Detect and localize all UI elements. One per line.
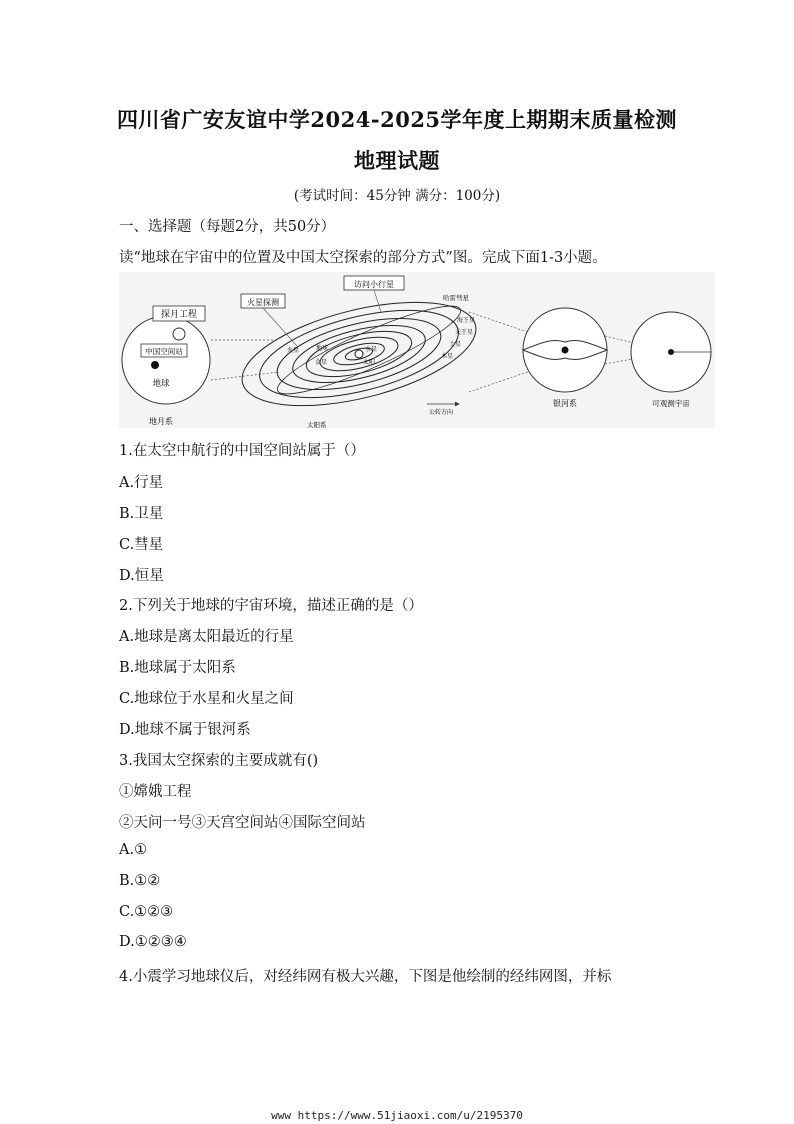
earth-dot — [151, 361, 159, 369]
question-3-option-b: B.①② — [119, 873, 161, 889]
jupiter-label: 木星 — [441, 353, 454, 360]
universe-galaxy-dot — [668, 349, 674, 355]
mars-probe-label: 火星探测 — [247, 298, 279, 307]
galaxy-sun-dot — [562, 347, 569, 354]
question-2-stem: 2.下列关于地球的宇宙环境，描述正确的是（） — [119, 598, 423, 614]
question-1-option-a: A.行星 — [119, 475, 164, 491]
question-3-option-c: C.①②③ — [119, 904, 174, 920]
observable-universe-label: 可观测宇宙 — [652, 399, 690, 408]
earth-label: 地球 — [152, 379, 170, 389]
question-3-stem: 3.我国太空探索的主要成就有() — [119, 753, 319, 769]
question-1-stem: 1.在太空中航行的中国空间站属于（） — [119, 443, 365, 459]
question-1-option-c: C.彗星 — [119, 537, 164, 553]
earth-moon-system-circle — [122, 316, 210, 404]
question-2-option-d: D.地球不属于银河系 — [119, 722, 251, 738]
question-1-option-b: B.卫星 — [119, 506, 164, 522]
earth-moon-system-label: 地月系 — [149, 417, 173, 426]
halley-comet-label: 哈雷彗星 — [443, 294, 469, 302]
question-3-item-2: ②天问一号③天宫空间站④国际空间站 — [119, 815, 366, 831]
galaxy-label: 银河系 — [553, 399, 577, 408]
sun-icon — [355, 350, 363, 358]
venus-label: 金星 — [315, 359, 328, 366]
question-2-option-b: B.地球属于太阳系 — [119, 660, 236, 676]
mars-label: 火星 — [287, 347, 300, 354]
footer-url[interactable]: www https://www.51jiaoxi.com/u/2195370 — [271, 1109, 523, 1122]
figure-intro: 读“地球在宇宙中的位置及中国太空探索的部分方式”图。完成下面1-3小题。 — [119, 250, 607, 266]
question-2-option-a: A.地球是离太阳最近的行星 — [119, 629, 294, 645]
sun-label: 太阳 — [363, 359, 376, 366]
question-3-item-1: ①嫦娥工程 — [119, 784, 192, 800]
subject-title: 地理试题 — [354, 148, 440, 173]
question-1-option-d: D.恒星 — [119, 568, 164, 584]
exam-title: 四川省广安友谊中学2024-2025学年度上期期末质量检测 — [116, 107, 678, 132]
neptune-label: 海王星 — [457, 317, 476, 324]
orbit-direction-label: 公转方向 — [429, 409, 454, 416]
saturn-label: 土星 — [449, 341, 462, 348]
exam-info: (考试时间：45分钟 满分：100分) — [293, 188, 501, 204]
moon-dot — [173, 328, 185, 340]
solar-system-label: 太阳系 — [307, 421, 327, 428]
asteroid-visit-label: 访问小行星 — [354, 280, 394, 289]
space-station-label: 中国空间站 — [145, 347, 183, 356]
moon-project-label: 探月工程 — [160, 310, 198, 320]
question-3-option-d: D.①②③④ — [119, 934, 187, 950]
question-2-option-c: C.地球位于水星和火星之间 — [119, 691, 294, 707]
mercury-label: 水星 — [365, 346, 378, 353]
universe-position-figure — [119, 272, 715, 428]
earth-small-label: 地球 — [316, 345, 329, 352]
uranus-label: 天王星 — [455, 329, 474, 336]
question-4-stem: 4.小震学习地球仪后，对经纬网有极大兴趣，下图是他绘制的经纬网图，并标 — [119, 969, 612, 985]
question-3-option-a: A.① — [119, 842, 148, 858]
section-heading: 一、选择题（每题2分，共50分） — [119, 219, 336, 235]
